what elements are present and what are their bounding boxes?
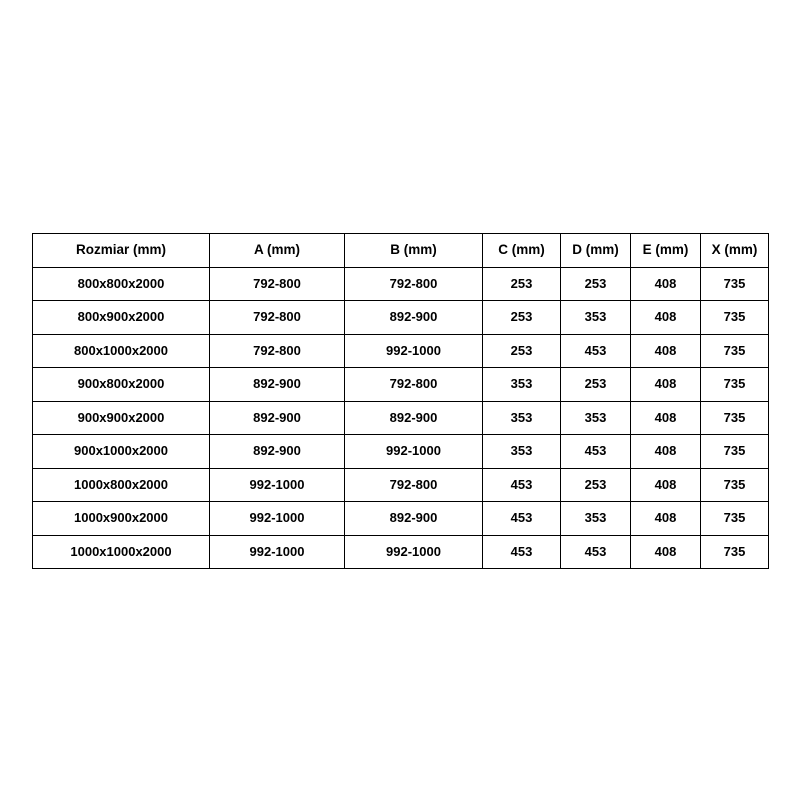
- cell-a: 992-1000: [210, 468, 345, 502]
- column-header-b: B (mm): [345, 234, 483, 268]
- table-row: [33, 435, 769, 469]
- table-header: [33, 234, 769, 268]
- cell-size: 900x900x2000: [33, 401, 210, 435]
- cell-size: 800x900x2000: [33, 301, 210, 335]
- table-header-row: [33, 234, 769, 268]
- cell-e: 408: [631, 468, 701, 502]
- cell-c: 453: [483, 535, 561, 569]
- cell-x: 735: [701, 468, 769, 502]
- cell-b: 992-1000: [345, 334, 483, 368]
- cell-e: 408: [631, 401, 701, 435]
- cell-size: 800x800x2000: [33, 267, 210, 301]
- column-header-c: C (mm): [483, 234, 561, 268]
- cell-c: 353: [483, 401, 561, 435]
- cell-b: 892-900: [345, 502, 483, 536]
- cell-e: 408: [631, 502, 701, 536]
- cell-d: 353: [561, 502, 631, 536]
- cell-c: 453: [483, 468, 561, 502]
- cell-size: 1000x1000x2000: [33, 535, 210, 569]
- table-row: [33, 502, 769, 536]
- cell-d: 253: [561, 267, 631, 301]
- table-row: [33, 267, 769, 301]
- cell-e: 408: [631, 435, 701, 469]
- cell-a: 792-800: [210, 267, 345, 301]
- column-header-a: A (mm): [210, 234, 345, 268]
- column-header-e: E (mm): [631, 234, 701, 268]
- cell-x: 735: [701, 301, 769, 335]
- cell-d: 453: [561, 334, 631, 368]
- column-header-d: D (mm): [561, 234, 631, 268]
- cell-e: 408: [631, 368, 701, 402]
- cell-a: 792-800: [210, 301, 345, 335]
- cell-c: 253: [483, 267, 561, 301]
- table-body: [33, 267, 769, 569]
- table-row: [33, 401, 769, 435]
- cell-size: 1000x900x2000: [33, 502, 210, 536]
- table-row: [33, 468, 769, 502]
- cell-e: 408: [631, 535, 701, 569]
- table-row: [33, 301, 769, 335]
- cell-c: 453: [483, 502, 561, 536]
- cell-size: 1000x800x2000: [33, 468, 210, 502]
- cell-d: 253: [561, 368, 631, 402]
- cell-x: 735: [701, 267, 769, 301]
- cell-x: 735: [701, 401, 769, 435]
- cell-b: 792-800: [345, 267, 483, 301]
- table-row: [33, 334, 769, 368]
- cell-d: 253: [561, 468, 631, 502]
- cell-a: 992-1000: [210, 535, 345, 569]
- cell-b: 992-1000: [345, 435, 483, 469]
- cell-c: 253: [483, 301, 561, 335]
- cell-c: 253: [483, 334, 561, 368]
- cell-x: 735: [701, 435, 769, 469]
- cell-a: 992-1000: [210, 502, 345, 536]
- cell-b: 892-900: [345, 301, 483, 335]
- cell-e: 408: [631, 267, 701, 301]
- cell-e: 408: [631, 301, 701, 335]
- cell-c: 353: [483, 368, 561, 402]
- column-header-rozmiar: Rozmiar (mm): [33, 234, 210, 268]
- cell-b: 792-800: [345, 468, 483, 502]
- cell-d: 353: [561, 301, 631, 335]
- cell-x: 735: [701, 535, 769, 569]
- cell-a: 792-800: [210, 334, 345, 368]
- cell-size: 900x1000x2000: [33, 435, 210, 469]
- specification-table: [32, 233, 769, 569]
- cell-a: 892-900: [210, 401, 345, 435]
- cell-b: 892-900: [345, 401, 483, 435]
- cell-x: 735: [701, 502, 769, 536]
- table-row: [33, 368, 769, 402]
- cell-size: 800x1000x2000: [33, 334, 210, 368]
- table-row: [33, 535, 769, 569]
- cell-d: 453: [561, 435, 631, 469]
- cell-x: 735: [701, 368, 769, 402]
- cell-b: 992-1000: [345, 535, 483, 569]
- cell-c: 353: [483, 435, 561, 469]
- cell-b: 792-800: [345, 368, 483, 402]
- cell-d: 353: [561, 401, 631, 435]
- cell-x: 735: [701, 334, 769, 368]
- cell-a: 892-900: [210, 368, 345, 402]
- cell-d: 453: [561, 535, 631, 569]
- specification-table-container: [32, 233, 768, 569]
- cell-e: 408: [631, 334, 701, 368]
- column-header-x: X (mm): [701, 234, 769, 268]
- cell-a: 892-900: [210, 435, 345, 469]
- cell-size: 900x800x2000: [33, 368, 210, 402]
